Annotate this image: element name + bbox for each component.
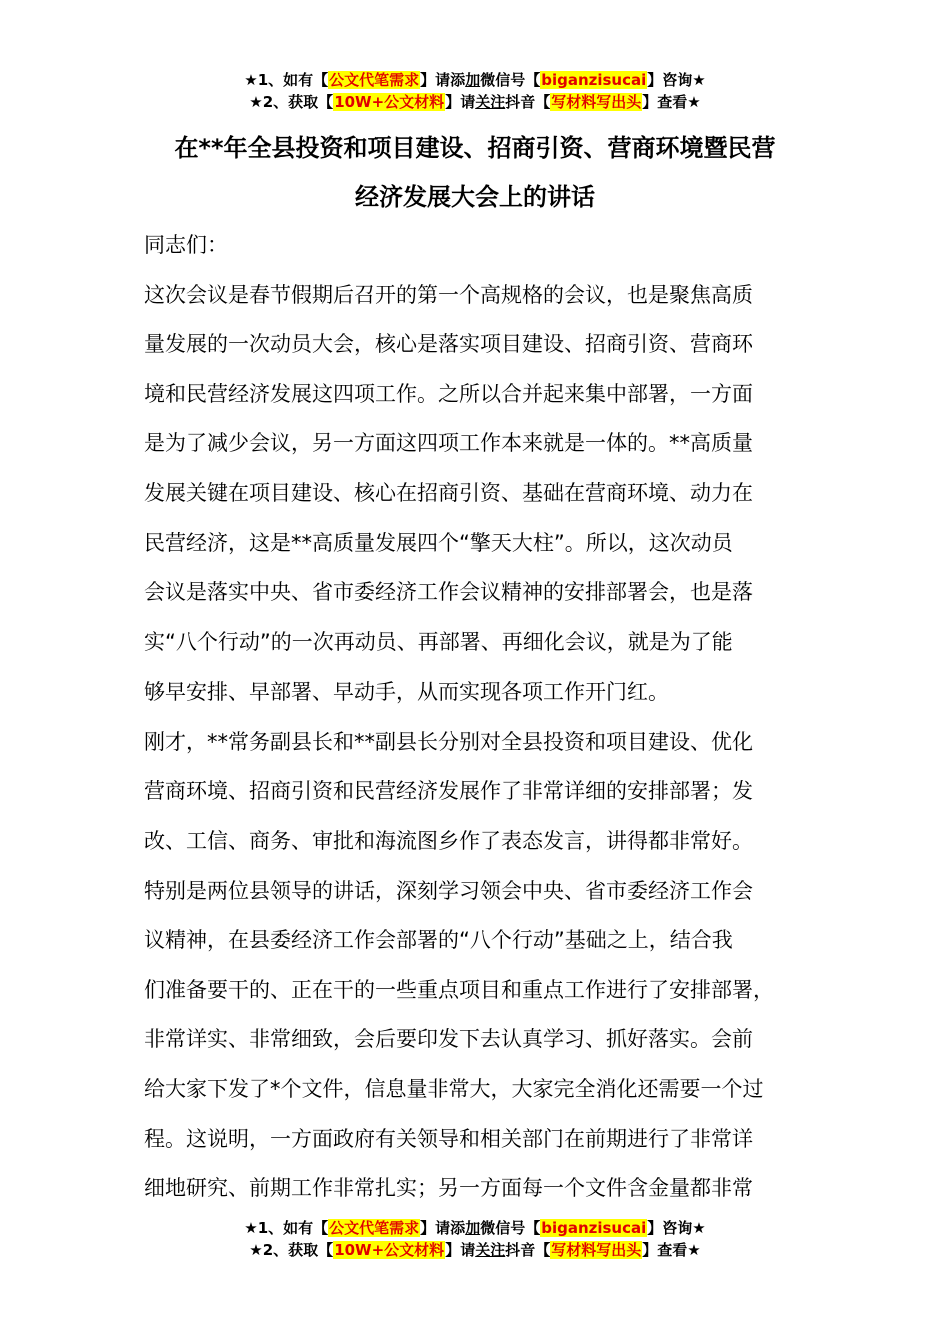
promo-line-2 — [0, 91, 950, 113]
promo-douyin-account: 写材料写出头 — [551, 93, 642, 111]
body-line: 境和民营经济发展这四项工作。之所以合并起来集中部署，一方面 — [144, 382, 753, 406]
promo-text: ★2、获取【 — [249, 1241, 334, 1259]
document-title-line-1: 在**年全县投资和项目建设、招商引资、营商环境暨民营 — [174, 134, 776, 162]
body-line: 够早安排、早部署、早动手，从而实现各项工作开门红。 — [144, 680, 669, 704]
body-line: 特别是两位县领导的讲话，深刻学习领会中央、省市委经济工作会 — [144, 879, 753, 903]
body-line: 营商环境、招商引资和民营经济发展作了非常详细的安排部署；发 — [144, 779, 753, 803]
body-line: 发展关键在项目建设、核心在招商引资、基础在营商环境、动力在 — [144, 481, 753, 505]
body-line: 改、工信、商务、审批和海流图乡作了表态发言，讲得都非常好。 — [144, 829, 753, 853]
promo-text: 】查看★ — [642, 93, 701, 111]
body-line: 这次会议是春节假期后召开的第一个高规格的会议，也是聚焦高质 — [144, 283, 753, 307]
promo-text: 】咨询★ — [647, 1219, 706, 1237]
promo-highlight: 公文代笔需求 — [329, 1219, 420, 1237]
body-line: 程。这说明，一方面政府有关领导和相关部门在前期进行了非常详 — [144, 1127, 753, 1151]
promo-underlined-text: 关注 — [475, 1241, 506, 1259]
body-line: 议精神，在县委经济工作会部署的“八个行动”基础之上，结合我 — [144, 928, 733, 952]
promo-text: 】请添 — [420, 71, 466, 89]
body-line: 实“八个行动”的一次再动员、再部署、再细化会议，就是为了能 — [144, 630, 733, 654]
promo-underlined-text: 关注 — [475, 93, 506, 111]
promo-text: 】请 — [445, 1241, 476, 1259]
promo-text: ★1、如有【 — [244, 71, 329, 89]
promo-text: ★2、获取【 — [249, 93, 334, 111]
body-line: 会议是落实中央、省市委经济工作会议精神的安排部署会，也是落 — [144, 580, 753, 604]
promo-text: 抖音【 — [505, 1241, 551, 1259]
promo-line-1 — [0, 1217, 950, 1239]
body-line: 们准备要干的、正在干的一些重点项目和重点工作进行了安排部署， — [144, 978, 774, 1002]
promo-text: 微信号【 — [480, 71, 541, 89]
promo-text: 微信号【 — [480, 1219, 541, 1237]
body-line: 细地研究、前期工作非常扎实；另一方面每一个文件含金量都非常 — [144, 1176, 753, 1200]
body-line: 是为了减少会议，另一方面这四项工作本来就是一体的。**高质量 — [144, 431, 753, 455]
promo-highlight: 10W+公文材料 — [334, 1241, 445, 1259]
promo-douyin-account: 写材料写出头 — [551, 1241, 642, 1259]
promo-text: 】咨询★ — [647, 71, 706, 89]
promo-text: ★1、如有【 — [244, 1219, 329, 1237]
document-title-line-2: 经济发展大会上的讲话 — [355, 183, 595, 211]
body-line: 民营经济，这是**高质量发展四个“擎天大柱”。所以，这次动员 — [144, 531, 733, 555]
promo-text: 】请添 — [420, 1219, 466, 1237]
body-line: 非常详实、非常细致，会后要印发下去认真学习、抓好落实。会前 — [144, 1027, 753, 1051]
promo-line-2 — [0, 1239, 950, 1261]
promo-underlined-text: 加 — [465, 71, 481, 89]
promo-wechat-id: biganzisucai — [541, 71, 647, 89]
promo-line-1 — [0, 69, 950, 91]
body-line-salutation: 同志们： — [144, 233, 228, 257]
header-promo-banner — [0, 69, 950, 113]
promo-text: 抖音【 — [505, 93, 551, 111]
promo-underlined-text: 加 — [465, 1219, 481, 1237]
promo-highlight: 10W+公文材料 — [334, 93, 445, 111]
body-line: 给大家下发了*个文件，信息量非常大，大家完全消化还需要一个过 — [144, 1077, 764, 1101]
promo-text: 】查看★ — [642, 1241, 701, 1259]
promo-text: 】请 — [445, 93, 476, 111]
body-line: 刚才，**常务副县长和**副县长分别对全县投资和项目建设、优化 — [144, 730, 753, 754]
promo-highlight: 公文代笔需求 — [329, 71, 420, 89]
footer-promo-banner — [0, 1217, 950, 1261]
promo-wechat-id: biganzisucai — [541, 1219, 647, 1237]
body-line: 量发展的一次动员大会，核心是落实项目建设、招商引资、营商环 — [144, 332, 753, 356]
